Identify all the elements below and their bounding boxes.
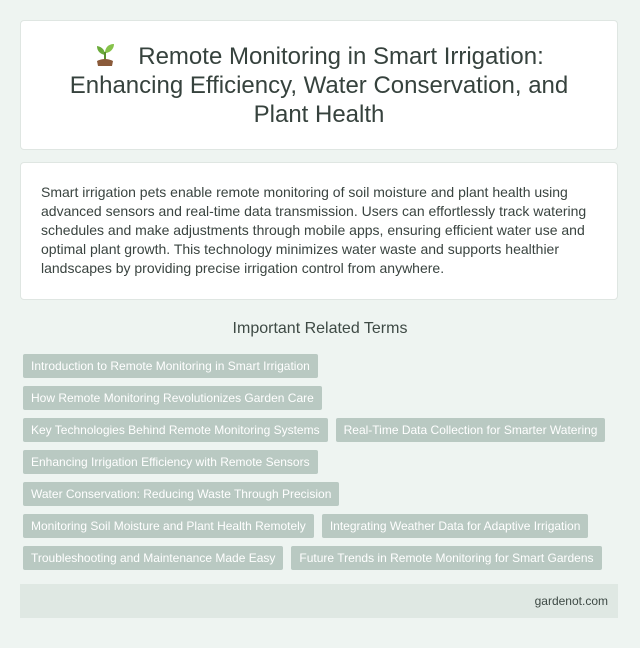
related-term-tag[interactable]: Real-Time Data Collection for Smarter Watering	[336, 418, 606, 442]
summary-card	[20, 162, 618, 300]
sprout-icon	[94, 42, 116, 66]
related-term-tag[interactable]: Future Trends in Remote Monitoring for Smart Gardens	[291, 546, 601, 570]
footer-site-link[interactable]: gardenot.com	[534, 594, 608, 608]
related-term-tag[interactable]: Introduction to Remote Monitoring in Smart Irrigation	[23, 354, 318, 378]
summary-text: Smart irrigation pets enable remote monitoring of soil moisture and plant health using advanced sensors and real-time data transmission. Users can effortlessly track watering schedules and make adjustments through mobile apps, ensuring efficient water use and optimal plant growth. This technology minimizes water waste and supports healthier landscapes by providing precise irrigation control from anywhere.	[41, 184, 587, 276]
related-term-tag[interactable]: Integrating Weather Data for Adaptive Irrigation	[322, 514, 589, 538]
related-term-tag[interactable]: How Remote Monitoring Revolutionizes Garden Care	[23, 386, 322, 410]
related-term-tag[interactable]: Key Technologies Behind Remote Monitoring Systems	[23, 418, 328, 442]
related-term-tag[interactable]: Enhancing Irrigation Efficiency with Remote Sensors	[23, 450, 318, 474]
title-card	[20, 20, 618, 150]
related-terms-heading: Important Related Terms	[232, 320, 408, 337]
related-term-tag[interactable]: Monitoring Soil Moisture and Plant Health Remotely	[23, 514, 314, 538]
related-term-tag[interactable]: Water Conservation: Reducing Waste Through Precision	[23, 482, 339, 506]
related-terms-list	[23, 354, 621, 570]
related-term-tag[interactable]: Troubleshooting and Maintenance Made Easy	[23, 546, 283, 570]
page-title-text: Remote Monitoring in Smart Irrigation: Enhancing Efficiency, Water Conservation, and Plant Health	[69, 42, 569, 128]
page-title	[49, 42, 589, 129]
footer	[20, 584, 618, 618]
